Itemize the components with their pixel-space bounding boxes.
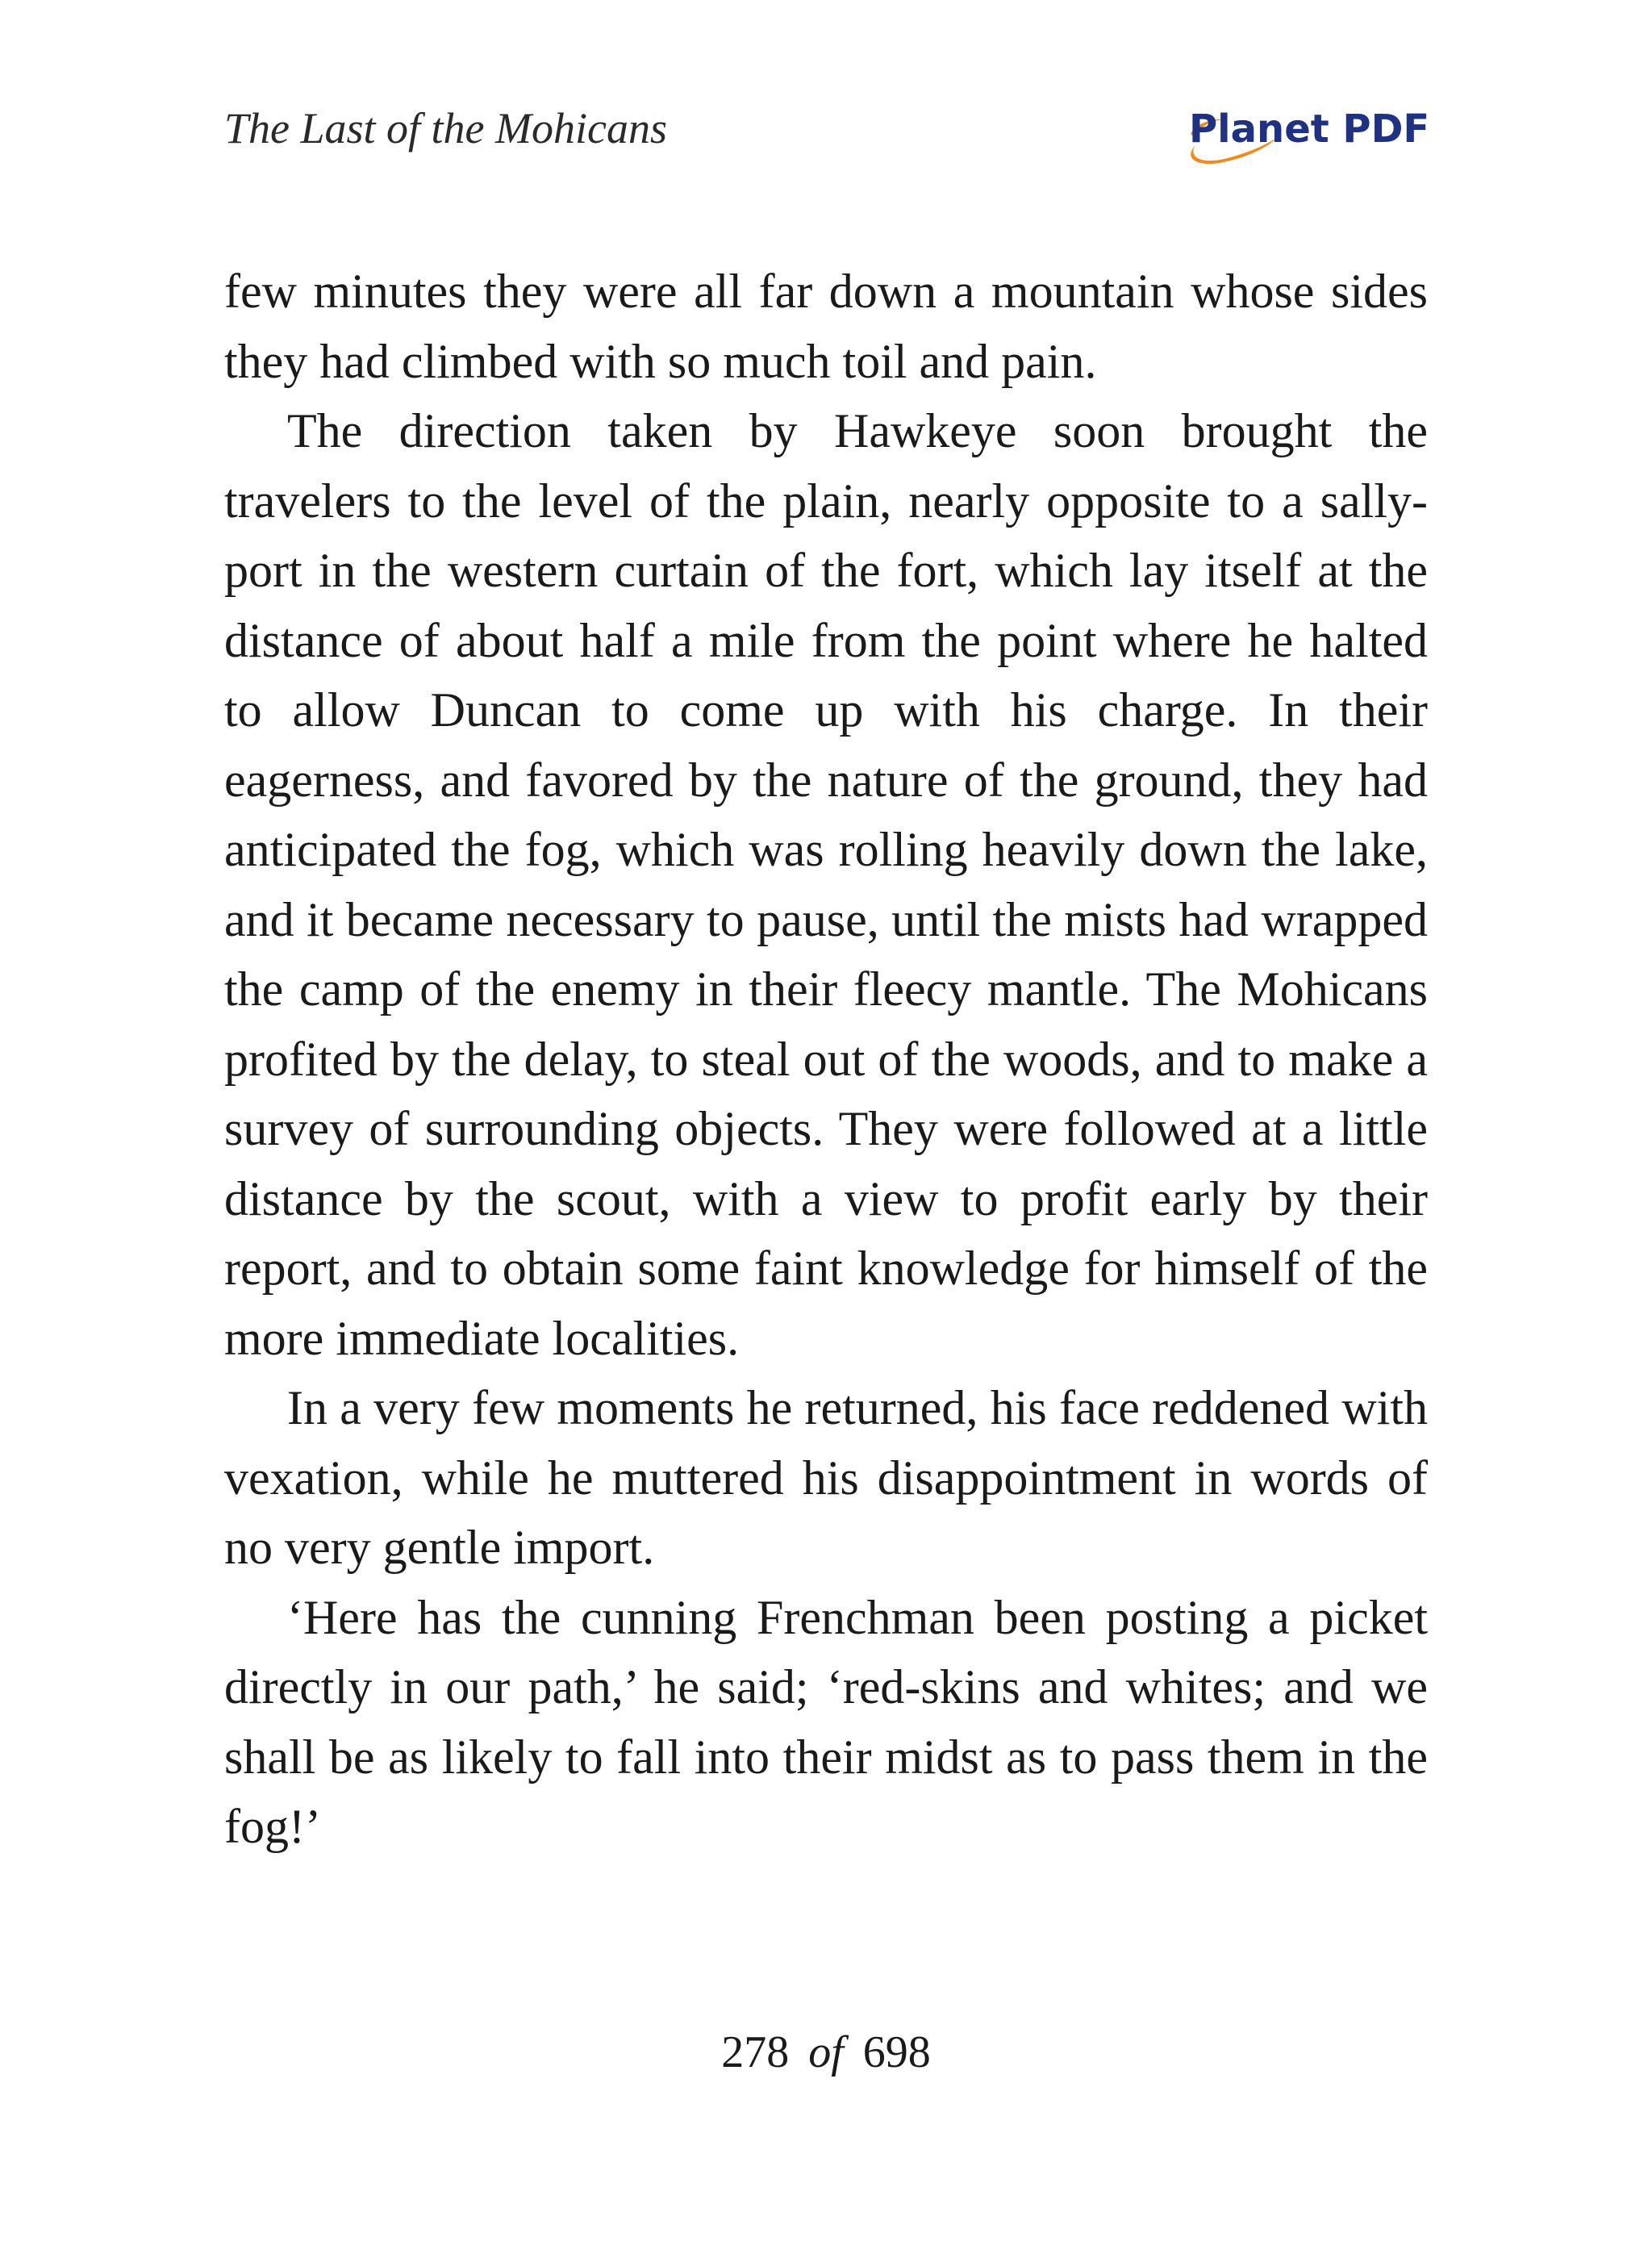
- page-number-footer: [0, 2027, 1652, 2078]
- paragraph: few minutes they were all far down a mountain whose sides they had climbed with so much toil and pain.: [224, 265, 1428, 388]
- paragraph: The direction taken by Hawkeye soon brought the travelers to the level of the plain, nearly opposite to a sally-port in the western curtain of the fort, which lay itself at the distance of about half a mile from the point where he halted to allow Duncan to come up with his charge. In their eagerness, and favored by the nature of the ground, they had anticipated the fog, which was rolling heavily down the lake, and it became necessary to pause, until the mists had wrapped the camp of the enemy in their fleecy mantle. The Mohicans profited by the delay, to steal out of the woods, and to make a survey of surrounding objects. They were followed at a little distance by the scout, with a view to profit early by their report, and to obtain some faint knowledge for himself of the more immediate localities.: [224, 404, 1428, 1365]
- book-title: The Last of the Mohicans: [224, 104, 667, 152]
- logo-text: Planet PDF: [1189, 106, 1430, 152]
- paragraph: ‘Here has the cunning Frenchman been posting a picket directly in our path,’ he said; ‘red-skins and whites; and we shall be as likely to fall into their midst as to pass them in the fog!’: [224, 1590, 1428, 1853]
- total-pages-number: 698: [862, 2027, 931, 2077]
- page-body: [224, 257, 1428, 1862]
- current-page-number: 278: [721, 2027, 790, 2077]
- page-of-word: of: [808, 2027, 844, 2077]
- paragraph: In a very few moments he returned, his face reddened with vexation, while he muttered his disappointment in words of no very gentle import.: [224, 1381, 1428, 1574]
- planet-pdf-logo: [1171, 102, 1429, 169]
